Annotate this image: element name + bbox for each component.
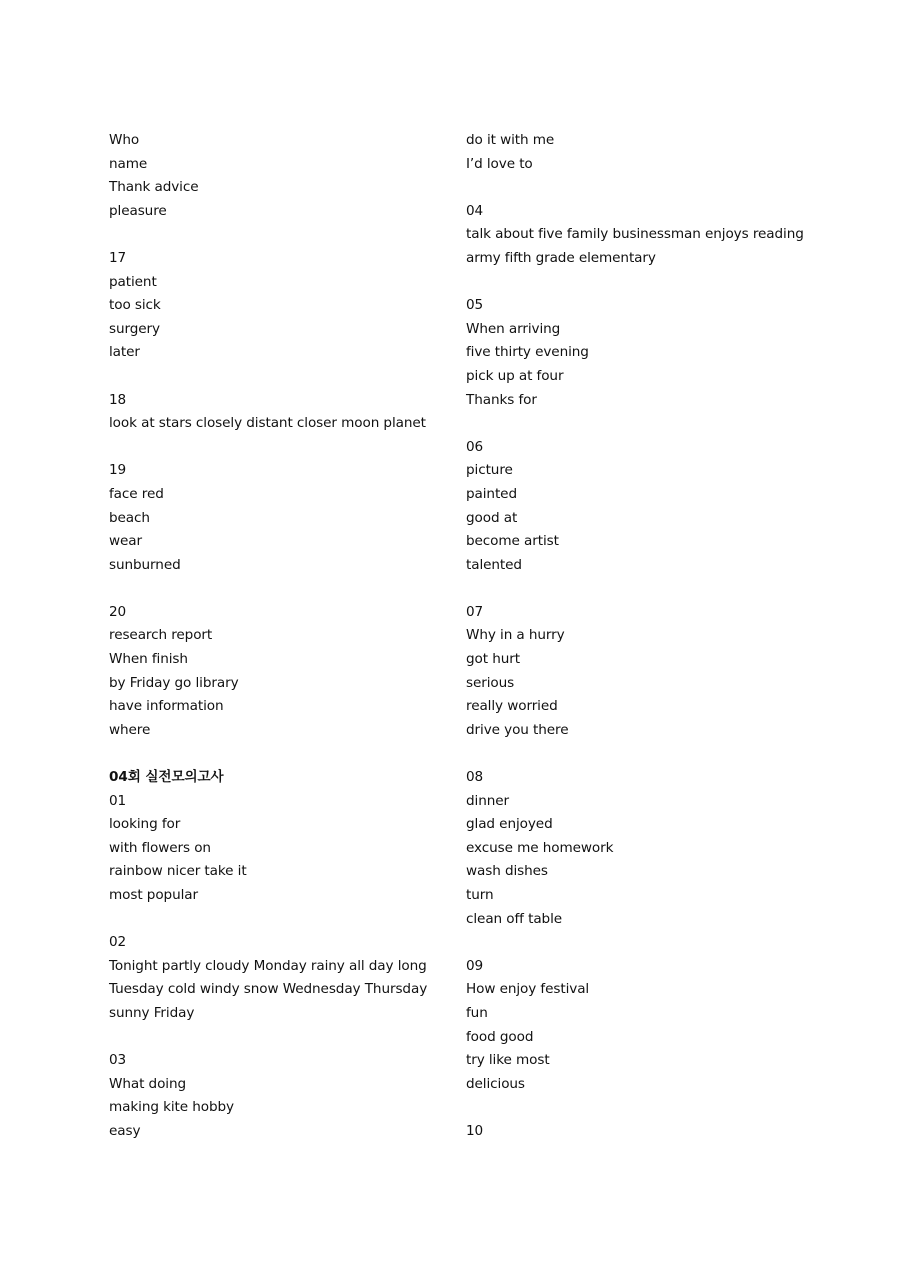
blank-line (109, 1026, 439, 1050)
answer-line: too sick (109, 297, 161, 314)
answer-line: I’d love to (466, 155, 533, 172)
blank-line (466, 742, 806, 766)
blank-line (466, 412, 806, 436)
answer-line: become artist (466, 533, 559, 550)
answer-line: fun (466, 1004, 488, 1021)
answer-line: delicious (466, 1075, 525, 1092)
answer-line: have information (109, 698, 224, 715)
answer-line: face red (109, 485, 164, 502)
answer-line: turn (466, 887, 494, 903)
answer-line: sunny Friday (109, 1004, 195, 1021)
answer-line: When arriving (466, 320, 561, 337)
answer-line: beach (109, 509, 150, 526)
answer-line: try like most (466, 1052, 550, 1069)
answer-line: name (109, 155, 148, 172)
answer-line: painted (466, 485, 517, 502)
answer-line: pick up at four (466, 367, 564, 384)
answer-line: Thank advice (109, 179, 199, 196)
question-number: 10 (466, 1122, 484, 1139)
answer-line: surgery (109, 320, 160, 337)
question-number: 19 (109, 462, 127, 479)
blank-line (466, 931, 806, 955)
answer-line: talk about five family businessman enjoys reading (466, 226, 804, 243)
answer-line: five thirty evening (466, 344, 589, 361)
answer-line: where (109, 721, 151, 738)
right-column (466, 129, 806, 1144)
answer-line: good at (466, 509, 518, 526)
answer-line: drive you there (466, 721, 569, 738)
answer-line: with flowers on (109, 839, 211, 856)
answer-line: research report (109, 627, 213, 644)
blank-line (109, 223, 439, 247)
answer-line: making kite hobby (109, 1099, 234, 1116)
answer-line: pleasure (109, 202, 167, 219)
question-number: 09 (466, 957, 484, 974)
answer-line: Who (109, 132, 140, 148)
question-number: 03 (109, 1052, 127, 1069)
question-number: 17 (109, 249, 127, 266)
answer-line: talented (466, 556, 522, 573)
answer-line: rainbow nicer take it (109, 863, 247, 880)
answer-line: looking for (109, 816, 181, 833)
answer-line: patient (109, 273, 157, 290)
answer-line: dinner (466, 792, 509, 809)
answer-line: Thanks for (466, 391, 537, 408)
blank-line (109, 436, 439, 460)
answer-line: When finish (109, 651, 188, 668)
answer-line: food good (466, 1028, 534, 1045)
blank-line (109, 908, 439, 932)
section-heading: 04회 실전모의고사 (109, 769, 224, 786)
answer-line: wash dishes (466, 863, 548, 880)
answer-line: later (109, 344, 140, 361)
answer-line: Tuesday cold windy snow Wednesday Thursday (109, 981, 428, 998)
answer-line: sunburned (109, 556, 181, 573)
blank-line (466, 577, 806, 601)
question-number: 18 (109, 391, 127, 408)
answer-line: do it with me (466, 132, 555, 148)
question-number: 05 (466, 297, 484, 314)
answer-line: How enjoy festival (466, 981, 590, 998)
left-column (109, 129, 439, 1144)
answer-line: glad enjoyed (466, 816, 553, 833)
answer-line: serious (466, 674, 515, 691)
question-number: 01 (109, 792, 127, 809)
question-number: 04 (466, 202, 484, 219)
answer-line: by Friday go library (109, 674, 239, 691)
answer-line: wear (109, 533, 143, 550)
answer-line: clean off table (466, 910, 563, 927)
answer-line: most popular (109, 887, 198, 903)
blank-line (109, 577, 439, 601)
blank-line (109, 365, 439, 389)
answer-line: really worried (466, 698, 558, 715)
answer-line: picture (466, 462, 513, 479)
answer-line: army fifth grade elementary (466, 249, 656, 266)
answer-line: look at stars closely distant closer moon planet (109, 415, 426, 432)
blank-line (109, 742, 439, 766)
question-number: 06 (466, 438, 484, 455)
blank-line (466, 271, 806, 295)
answer-line: excuse me homework (466, 839, 614, 856)
answer-line: easy (109, 1122, 141, 1139)
answer-line: got hurt (466, 651, 520, 668)
answer-line: Tonight partly cloudy Monday rainy all day long (109, 957, 427, 974)
answer-line: Why in a hurry (466, 627, 565, 644)
question-number: 07 (466, 603, 484, 620)
blank-line (466, 1096, 806, 1120)
answer-line: What doing (109, 1075, 187, 1092)
question-number: 20 (109, 603, 127, 620)
blank-line (466, 176, 806, 200)
question-number: 08 (466, 769, 484, 786)
question-number: 02 (109, 934, 127, 951)
